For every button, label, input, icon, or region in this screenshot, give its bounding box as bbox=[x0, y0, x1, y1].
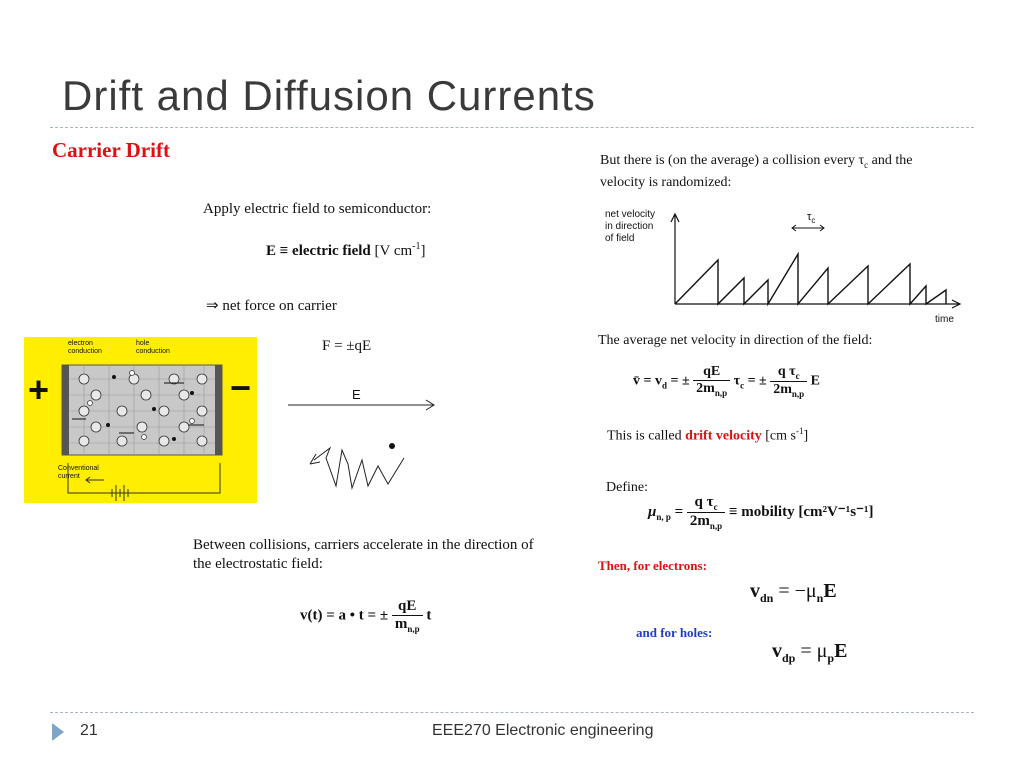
e-def-symbol: E ≡ electric field bbox=[266, 243, 371, 259]
footer-triangle-icon bbox=[52, 723, 64, 741]
field-arrow bbox=[286, 398, 438, 412]
graph-tau-label: $\tau_c$ bbox=[807, 211, 816, 226]
electron-drift-equation: $v_{dn} = -\mu_nE$ bbox=[750, 580, 837, 605]
title-divider bbox=[50, 127, 974, 128]
conventional-current-label: Conventional current bbox=[58, 465, 99, 480]
drift-velocity-term: drift velocity bbox=[685, 428, 762, 444]
footer-course-title: EEE270 Electronic engineering bbox=[432, 722, 654, 739]
slide-title: Drift and Diffusion Currents bbox=[62, 72, 596, 119]
e-def-exp: -1 bbox=[412, 241, 421, 252]
velocity-sawtooth-graph bbox=[668, 208, 968, 320]
minus-sign: − bbox=[230, 367, 252, 408]
drift-velocity-caption: This is called drift velocity [cm $s^{-1}$] bbox=[607, 426, 809, 444]
collision-text: But there is (on the average) a collision every $\tau_c$ and the velocity is randomized: bbox=[600, 153, 913, 190]
apply-field-text: Apply electric field to semiconductor: bbox=[203, 201, 432, 217]
vt-denominator: $m_{n,p}$ bbox=[394, 616, 420, 634]
e-def-close: ] bbox=[420, 243, 426, 259]
vt-fraction bbox=[392, 598, 423, 634]
between-line-2: the electrostatic field: bbox=[193, 556, 323, 572]
section-heading: Carrier Drift bbox=[52, 138, 170, 162]
collision-line-2: velocity is randomized: bbox=[600, 174, 732, 190]
graph-xlabel: time bbox=[935, 314, 954, 325]
page-number: 21 bbox=[80, 722, 98, 739]
electron-conduction-label: electron conduction bbox=[68, 340, 102, 355]
plus-sign: + bbox=[28, 369, 50, 410]
semiconductor-diagram bbox=[24, 337, 257, 503]
vt-numerator: qE bbox=[392, 598, 423, 616]
velocity-time-equation bbox=[300, 598, 431, 634]
vt-rhs: t bbox=[426, 607, 432, 624]
between-collisions-text bbox=[193, 536, 534, 574]
field-arrow-label: E bbox=[352, 387, 361, 402]
and-holes-label: and for holes: bbox=[636, 625, 713, 640]
hole-drift-equation: $v_{dp} = \mu_pE$ bbox=[772, 640, 848, 665]
force-equation: F = ±qE bbox=[322, 338, 372, 354]
net-force-text: ⇒ net force on carrier bbox=[206, 298, 337, 314]
vt-lhs: v(t) = a • t = ± bbox=[300, 607, 389, 624]
e-def-unit: [V cm bbox=[374, 243, 413, 259]
e-definition bbox=[266, 241, 426, 260]
between-line-1: Between collisions, carriers accelerate in the direction of bbox=[193, 537, 534, 553]
carrier-path-sketch bbox=[306, 436, 418, 498]
define-label: Define: bbox=[606, 480, 648, 495]
average-velocity-text: The average net velocity in direction of the field: bbox=[598, 333, 873, 348]
hole-conduction-label: hole conduction bbox=[136, 340, 170, 355]
graph-ylabel: net velocity in direction of field bbox=[605, 209, 656, 244]
then-electrons-label: Then, for electrons: bbox=[598, 558, 707, 573]
drift-velocity-equation: v̄ = $v_d$ = ± $\frac{qE}{2m_{n,p}}$ $\tau_c$ = ± $\frac{q \tau_c}{2m_{n,p}}$ E bbox=[633, 364, 821, 399]
footer-divider bbox=[50, 712, 974, 713]
mobility-equation: $\mu_{n, p}$ = $\frac{q \tau_c}{2m_{n,p}}$ ≡ mobility [cm²V⁻¹s⁻¹] bbox=[648, 494, 874, 531]
